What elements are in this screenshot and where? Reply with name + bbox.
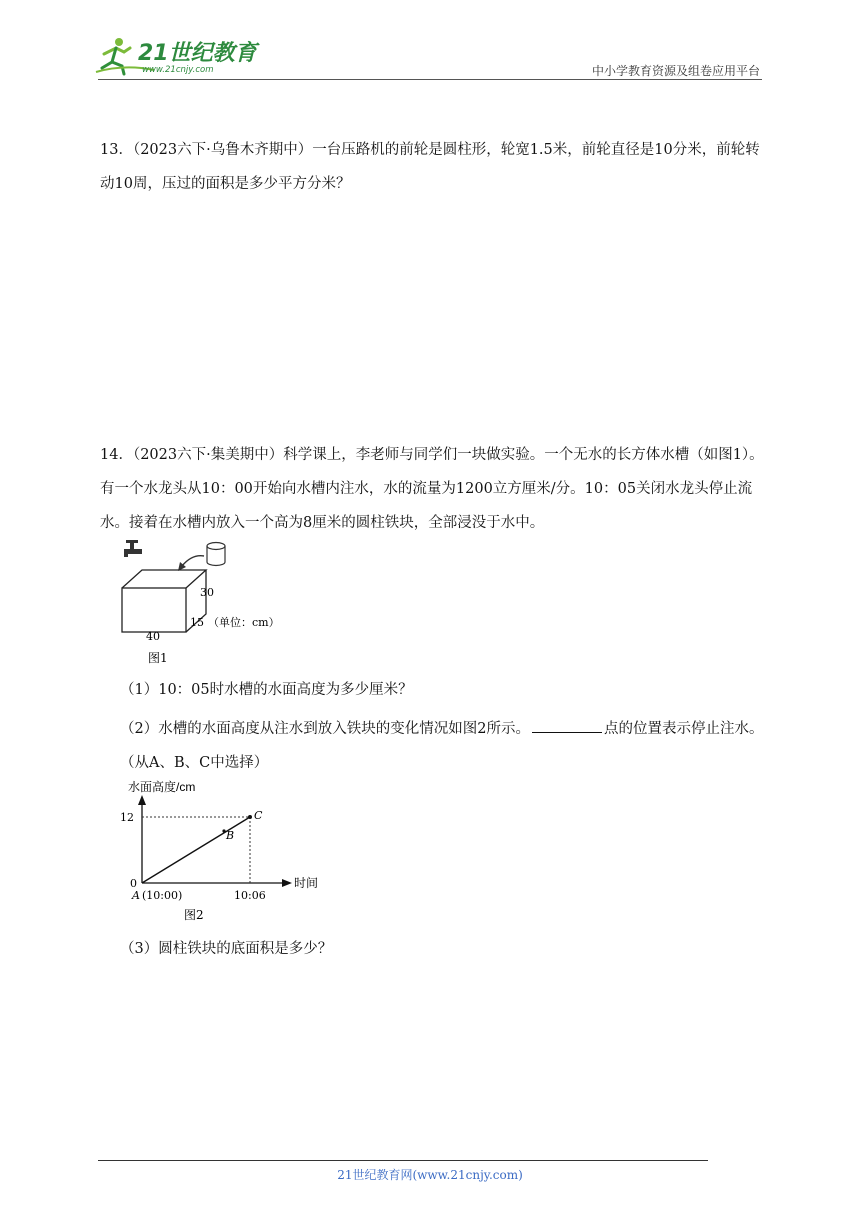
tank-height-label: 30: [200, 586, 214, 599]
svg-text:21世纪教育: 21世纪教育: [138, 41, 257, 66]
question-13: 13．（2023六下·乌鲁木齐期中）一台压路机的前轮是圆柱形，轮宽1.5米，前轮直径是10分米，前轮转动10周，压过的面积是多少平方分米？: [100, 142, 760, 192]
figure-1-caption: 图1: [148, 651, 168, 665]
origin-label: 0: [130, 877, 137, 890]
faucet-icon: [124, 540, 142, 557]
x-axis-arrow-icon: [282, 879, 292, 887]
point-c-label: C: [254, 809, 263, 822]
sub-question-2: [120, 712, 768, 780]
unit-label: （单位：cm）: [208, 616, 280, 629]
point-c-marker: [248, 815, 252, 819]
y-axis-label: 水面高度/cm: [128, 780, 196, 794]
sub-question-3: （3）圆柱铁块的底面积是多少？: [120, 941, 333, 957]
question-14: 14．（2023六下·集美期中）科学课上，李老师与同学们一块做实验。一个无水的长方体水槽（如图1）。有一个水龙头从10：00开始向水槽内注水，水的流量为1200立方厘米/分。10：05关闭水龙头停止流水。接着在水槽内放入一个高为8厘米的圆柱铁块，全部浸没于水中。: [100, 447, 764, 531]
sub-question-2-suffix: 点的位置表示停止注水。（从A、B、C中选择）: [120, 721, 764, 771]
point-a-label: A: [132, 889, 140, 902]
y-tick-12: 12: [120, 811, 134, 824]
header-divider: [98, 79, 762, 80]
answer-blank[interactable]: [532, 718, 602, 733]
figure-2-caption: 图2: [184, 908, 204, 922]
footer-divider: [98, 1160, 708, 1161]
svg-text:www.21cnjy.com: www.21cnjy.com: [142, 65, 214, 75]
water-level-line: [142, 817, 250, 883]
figure-1-water-tank: [112, 538, 292, 668]
footer-link[interactable]: 21世纪教育网(www.21cnjy.com): [337, 1168, 523, 1182]
x-tick-end: 10:06: [234, 889, 266, 902]
sub-question-1: （1）10：05时水槽的水面高度为多少厘米？: [120, 682, 413, 698]
x-axis-label: 时间: [294, 876, 319, 890]
point-a-time: (10:00): [142, 889, 183, 902]
iron-cylinder-icon: [207, 543, 225, 566]
page-header: [0, 0, 860, 90]
y-axis-arrow-icon: [138, 795, 146, 805]
site-logo: [94, 34, 264, 78]
point-b-label: B: [226, 829, 235, 842]
tank-depth-label: 15: [190, 616, 204, 629]
figure-2-water-level-graph: [116, 773, 319, 925]
tank-length-label: 40: [146, 630, 160, 643]
sub-question-2-prefix: （2）水槽的水面高度从注水到放入铁块的变化情况如图2所示。: [120, 721, 530, 737]
platform-name: 中小学教育资源及组卷应用平台: [591, 64, 760, 78]
